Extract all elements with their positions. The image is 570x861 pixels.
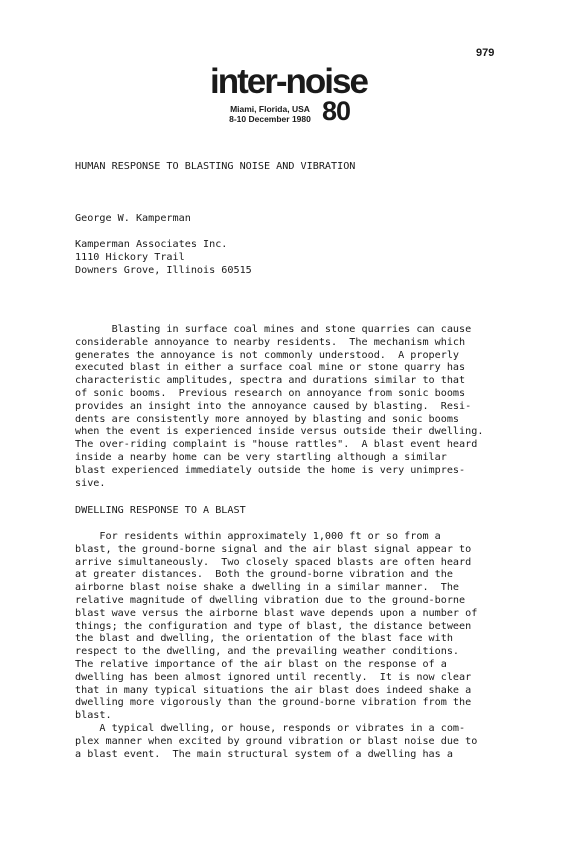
body-text: For residents within approximately 1,000 ft or so from a blast, the ground-borne signal and the air blast signal appear to arrive simultaneously. Two closely spaced blasts are often heard at greater distances. Both the ground-borne vibration and the airborne blast noise shake a dwelling in a similar manner. The relative magnitude of dwelling vibration due to the ground-borne blast wave versus the airborne blast wave depends upon a number of things; the configuration and type of blast, the distance between the blast and dwelling, the orientation of the blast face with respect to the dwelling, and the prevailing weather conditions. The relative importance of the air blast on the response of a dwelling has been almost ignored until recently. It is now clear that in many typical situations the air blast does indeed shake a dwelling more vigorously than the ground-borne vibration from the blast. A typical dwelling, or house, responds or vibrates in a com- plex manner when excited by ground vibration or blast noise due to a blast event. The main structural system of a dwelling has a: [75, 531, 478, 760]
logo-year: 80: [322, 96, 351, 126]
conference-logo: [210, 62, 367, 130]
author-affiliation: Kamperman Associates Inc. 1110 Hickory Trail Downers Grove, Illinois 60515: [75, 239, 252, 276]
abstract-paragraph: Blasting in surface coal mines and stone quarries can cause considerable annoyance to nearby residents. The mechanism which generates the annoyance is not commonly understood. A properly executed blast in either a surface coal mine or stone quarry has characteristic amplitudes, spectra and durations similar to that of sonic booms. Previous research on annoyance from sonic booms provides an insight into the annoyance caused by blasting. Resi- dents are consistently more annoyed by blasting and sonic booms when the event is experienced inside versus outside their dwelling. The over-riding complaint is "house rattles". A blast event heard inside a nearby home can be very startling although a similar blast experienced immediately outside the home is very unimpres- sive.: [75, 324, 484, 489]
logo-location: Miami, Florida, USA: [230, 104, 310, 114]
paper-title: HUMAN RESPONSE TO BLASTING NOISE AND VIBRATION: [75, 161, 356, 172]
paper-author: George W. Kamperman: [75, 213, 191, 224]
logo-wordmark: inter-noise: [210, 62, 367, 101]
section-heading: DWELLING RESPONSE TO A BLAST: [75, 505, 246, 516]
page-number: 979: [476, 47, 495, 59]
logo-dates: 8-10 December 1980: [229, 114, 311, 124]
logo-location-dates: [222, 104, 318, 124]
